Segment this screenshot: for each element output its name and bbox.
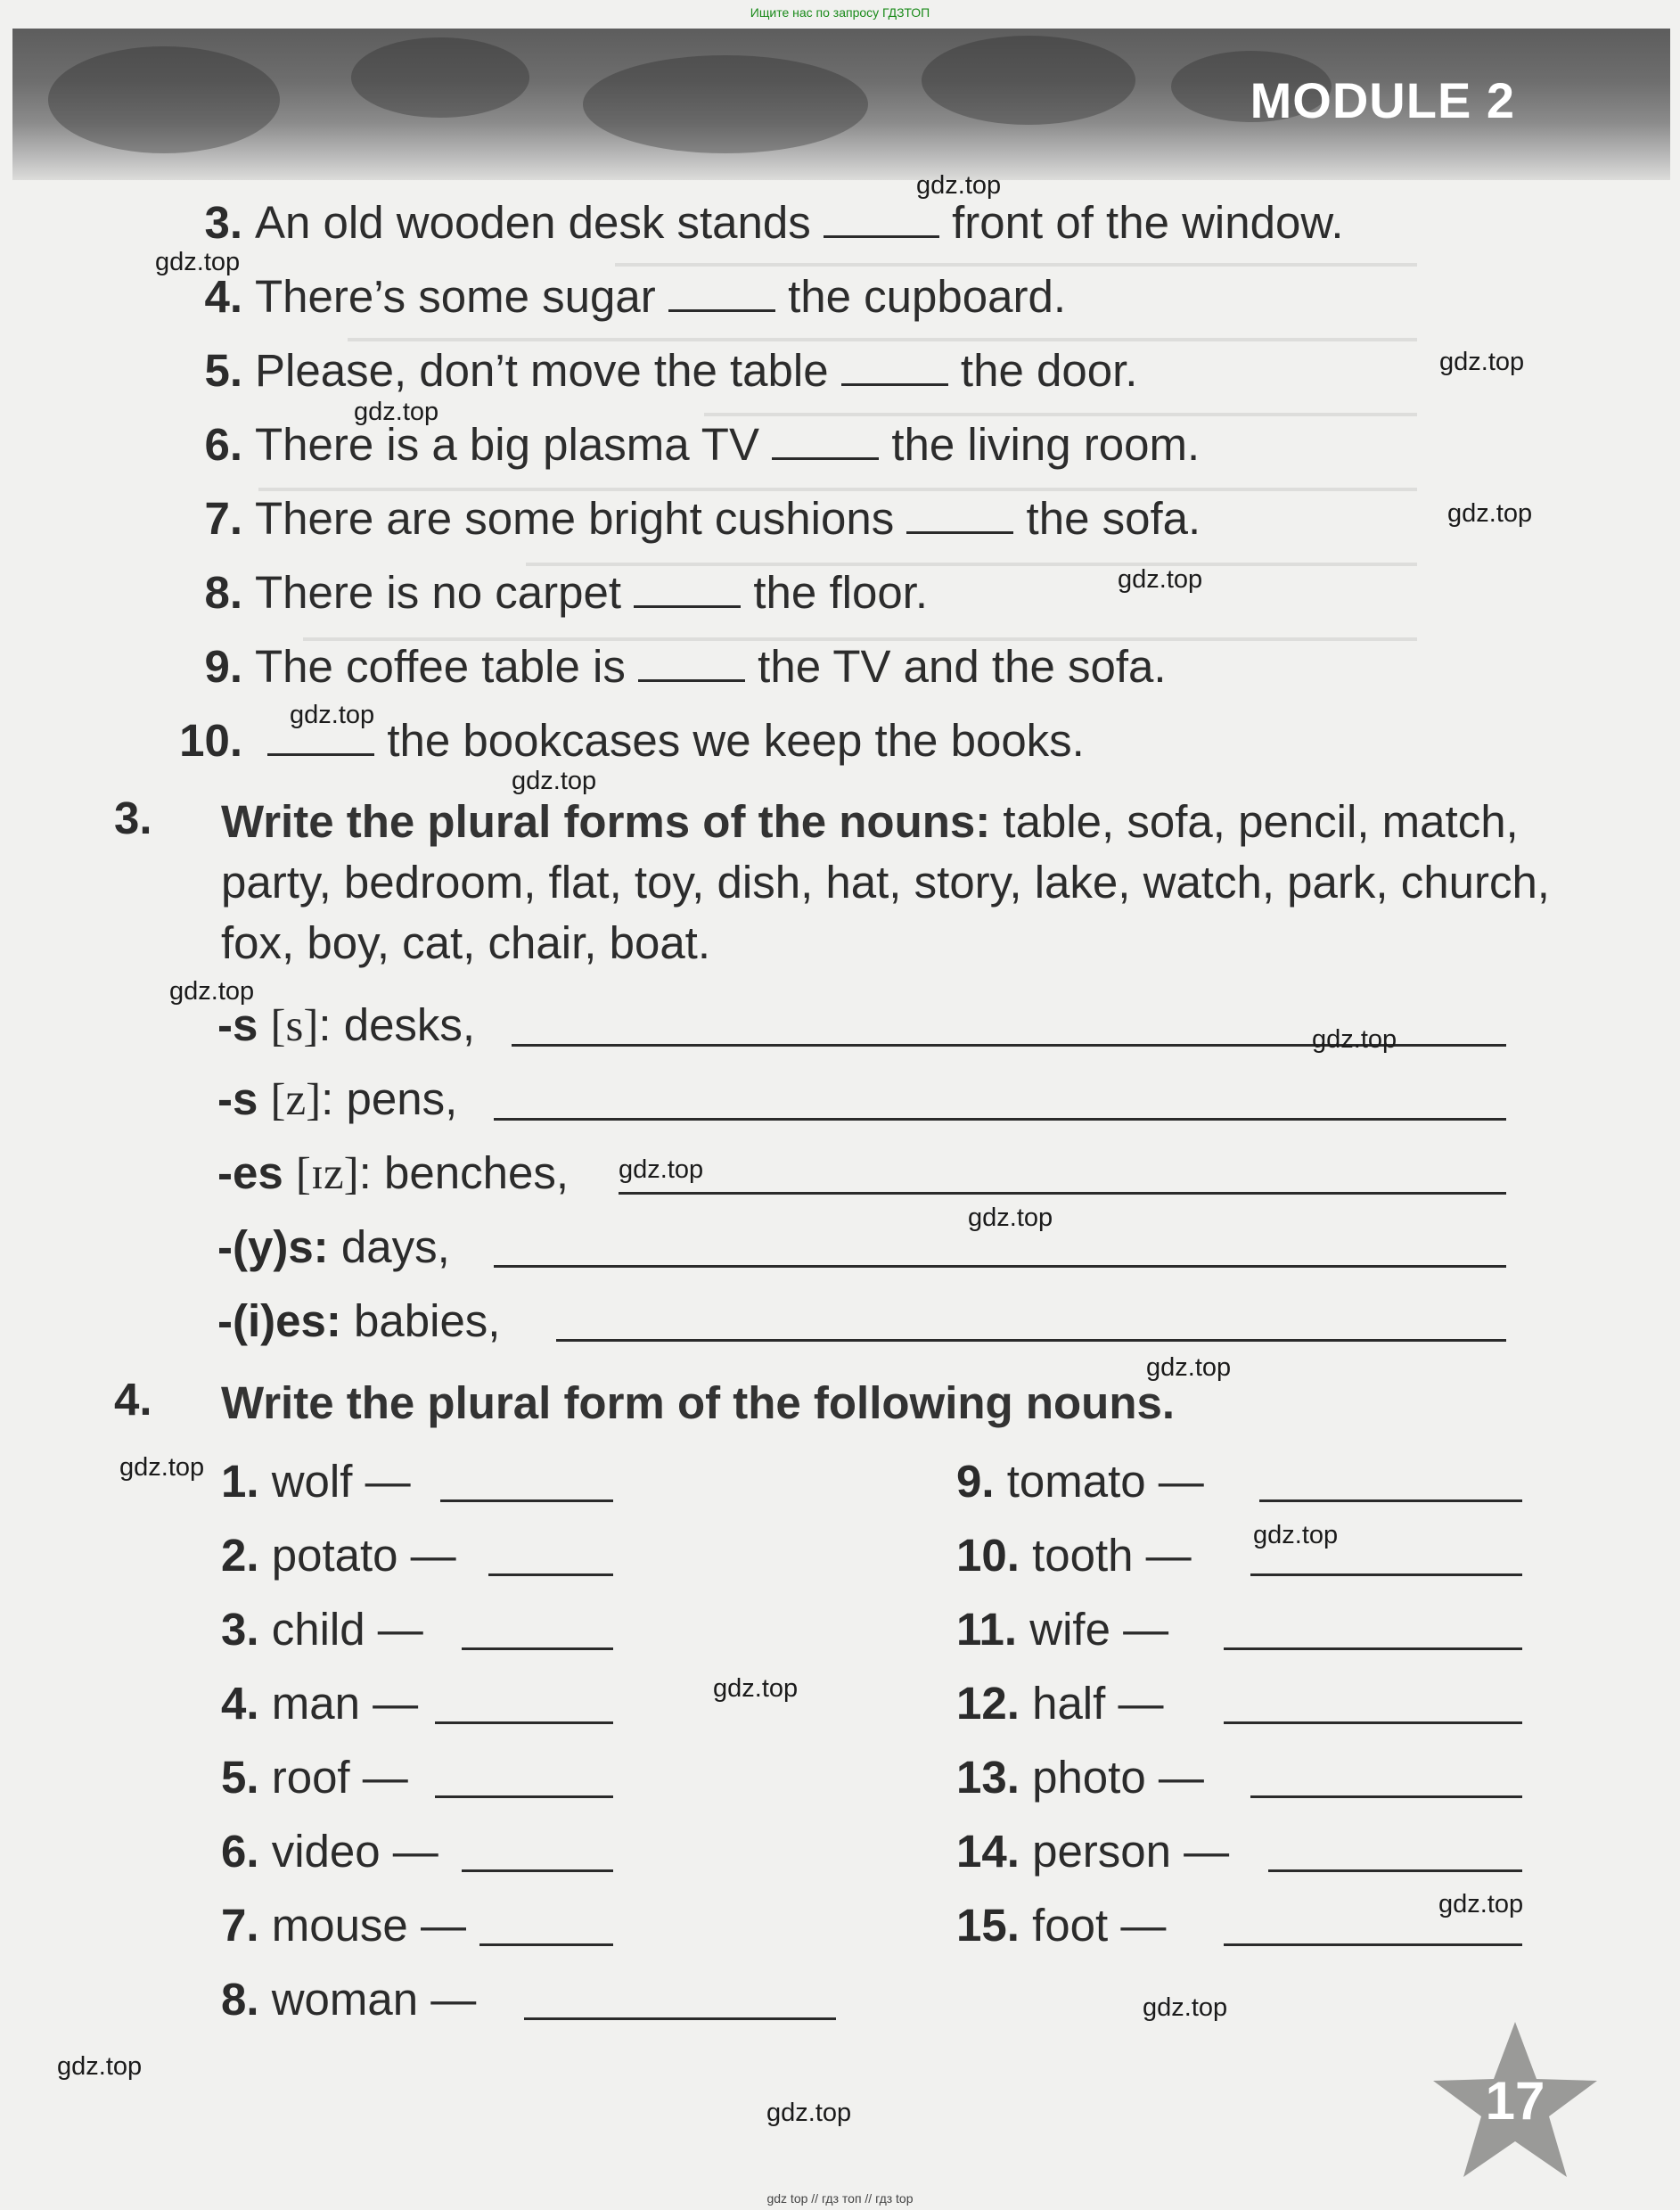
- watermark-text: gdz.top: [119, 1453, 205, 1482]
- watermark-text: gdz.top: [916, 171, 1002, 200]
- rule-ies: -(i)es: babies,: [217, 1294, 1506, 1347]
- exercise-3-number: 3.: [114, 793, 152, 843]
- watermark-text: gdz.top: [354, 398, 439, 426]
- noun-item: 4. man —: [221, 1677, 613, 1729]
- answer-line[interactable]: [462, 1869, 613, 1872]
- ex2-item-4: 4. There’s some sugar the cupboard.: [204, 271, 1067, 322]
- page-number-badge: [1426, 2015, 1604, 2193]
- noun-item: 14. person —: [956, 1825, 1522, 1877]
- answer-line[interactable]: [1224, 1721, 1522, 1724]
- watermark-text: gdz.top: [1438, 1890, 1524, 1918]
- answer-blank[interactable]: [824, 201, 939, 238]
- watermark-text: gdz.top: [1439, 348, 1525, 376]
- answer-line[interactable]: [494, 1118, 1506, 1121]
- answer-line[interactable]: [1224, 1943, 1522, 1946]
- noun-item: 9. tomato —: [956, 1455, 1522, 1508]
- exercise-3-instruction: Write the plural forms of the nouns:: [221, 796, 991, 847]
- watermark-text: gdz.top: [713, 1674, 799, 1703]
- watermark-text: gdz.top: [290, 701, 375, 729]
- noun-item: 2. potato —: [221, 1529, 613, 1582]
- ex2-item-7: 7. There are some bright cushions the sofa.: [204, 493, 1201, 544]
- answer-line[interactable]: [435, 1795, 613, 1798]
- answer-blank[interactable]: [638, 645, 745, 682]
- watermark-text: gdz.top: [57, 2052, 143, 2081]
- watermark-text: gdz.top: [155, 248, 241, 276]
- answer-line[interactable]: [1268, 1869, 1522, 1872]
- noun-item: 11. wife —: [956, 1603, 1522, 1655]
- exercise-4-instruction: Write the plural form of the following nouns.: [221, 1377, 1176, 1428]
- noun-item: 7. mouse —: [221, 1899, 613, 1951]
- ex2-item-3: 3. An old wooden desk stands front of the window.: [204, 197, 1344, 248]
- watermark-text: gdz.top: [512, 767, 597, 795]
- answer-line[interactable]: [1224, 1647, 1522, 1650]
- page-number: 17: [1485, 2071, 1545, 2131]
- answer-line[interactable]: [440, 1499, 613, 1502]
- watermark-text: gdz.top: [766, 2099, 852, 2127]
- watermark-text: gdz.top: [1312, 1025, 1397, 1054]
- answer-line[interactable]: [488, 1573, 613, 1576]
- noun-item: 3. child —: [221, 1603, 613, 1655]
- module-title: MODULE 2: [1250, 72, 1515, 128]
- watermark-text: gdz.top: [1143, 1993, 1228, 2022]
- top-notice: Ищите нас по запросу ГДЗТОП: [750, 5, 930, 20]
- noun-item: 13. photo —: [956, 1751, 1522, 1803]
- answer-blank[interactable]: [841, 349, 948, 386]
- footer-links: gdz top // гдз топ // гдз top: [766, 2191, 914, 2206]
- answer-blank[interactable]: [634, 571, 741, 608]
- answer-line[interactable]: [479, 1943, 613, 1946]
- answer-line[interactable]: [524, 2017, 836, 2020]
- watermark-text: gdz.top: [1118, 565, 1203, 594]
- noun-item: 5. roof —: [221, 1751, 613, 1803]
- ex2-item-5: 5. Please, don’t move the table the door.: [204, 345, 1138, 396]
- answer-line[interactable]: [1250, 1795, 1522, 1798]
- watermark-text: gdz.top: [968, 1204, 1053, 1232]
- rule-ys: -(y)s: days,: [217, 1220, 1506, 1273]
- watermark-text: gdz.top: [1253, 1521, 1339, 1549]
- noun-item: 8. woman —: [221, 1973, 836, 2025]
- answer-line[interactable]: [619, 1192, 1506, 1195]
- rule-s-voiced: -s [z]: pens,: [217, 1072, 1506, 1126]
- ex2-item-9: 9. The coffee table is the TV and the sofa.: [204, 641, 1167, 692]
- answer-blank[interactable]: [906, 497, 1013, 534]
- ex2-item-10: 10. the bookcases we keep the books.: [179, 715, 1085, 766]
- answer-blank[interactable]: [668, 275, 775, 312]
- answer-line[interactable]: [435, 1721, 613, 1724]
- watermark-text: gdz.top: [169, 977, 255, 1006]
- noun-item: 15. foot —: [956, 1899, 1522, 1951]
- exercise-4-number: 4.: [114, 1374, 152, 1425]
- rule-es: -es [ɪz]: benches,: [217, 1146, 1506, 1200]
- answer-line[interactable]: [1250, 1573, 1522, 1576]
- answer-blank[interactable]: [772, 423, 879, 460]
- ex2-item-6: 6. There is a big plasma TV the living room.: [204, 419, 1201, 470]
- rule-s-voiceless: -s [s]: desks,: [217, 998, 1506, 1052]
- answer-line[interactable]: [1259, 1499, 1522, 1502]
- watermark-text: gdz.top: [1447, 499, 1533, 528]
- answer-line[interactable]: [494, 1265, 1506, 1268]
- noun-item: 6. video —: [221, 1825, 613, 1877]
- watermark-text: gdz.top: [1146, 1353, 1232, 1382]
- answer-line[interactable]: [556, 1339, 1506, 1342]
- exercise-3-word-list: table, sofa, pencil, match, party, bedroom, flat, toy, dish, hat, story, lake, watch, park, church, fox, boy, cat, chair, boat.: [221, 796, 1550, 968]
- noun-item: 1. wolf —: [221, 1455, 613, 1508]
- watermark-text: gdz.top: [619, 1155, 704, 1184]
- noun-item: 12. half —: [956, 1677, 1522, 1729]
- ex2-item-8: 8. There is no carpet the floor.: [204, 567, 929, 618]
- noun-item: 10. tooth —: [956, 1529, 1522, 1582]
- answer-line[interactable]: [462, 1647, 613, 1650]
